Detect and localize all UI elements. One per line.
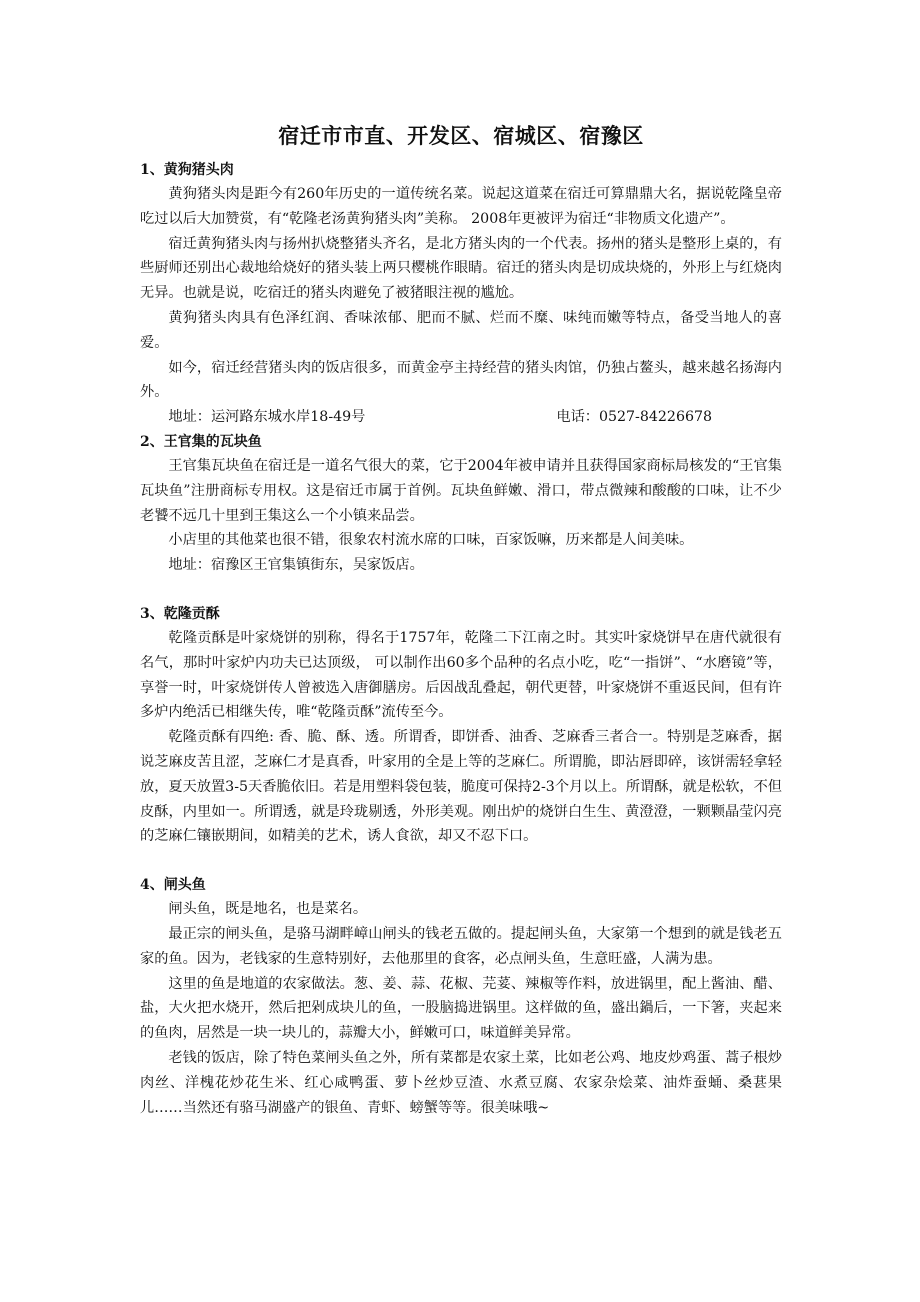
paragraph: 如今，宿迁经营猪头肉的饭店很多，而黄金亭主持经营的猪头肉馆，仍独占鳌头，越来越名扬海内外。 bbox=[140, 359, 782, 401]
paragraph: 地址：宿豫区王官集镇街东，吴家饭店。 bbox=[168, 557, 424, 574]
section-heading: 4、闸头鱼 bbox=[140, 877, 206, 894]
paragraph: 乾隆贡酥有四绝: 香、脆、酥、透。所谓香，即饼香、油香、芝麻香三者合一。特别是芝麻香，据说芝麻皮苦且涩，芝麻仁才是真香，叶家用的全是上等的芝麻仁。所谓脆，即沾唇即碎，该饼需轻拿轻放，夏天放置3-5天香脆依旧。若是用塑料袋包装，脆度可保持2-3个月以上。所谓酥，就是松软，不但皮酥，内里如一。所谓透，就是玲珑剔透，外形美观。刚出炉的烧饼白生生、黄澄澄，一颗颗晶莹闪亮的芝麻仁镶嵌期间，如精美的艺术，诱人食欲，却又不忍下口。 bbox=[140, 729, 782, 845]
paragraph: 闸头鱼，既是地名，也是菜名。 bbox=[168, 901, 368, 918]
paragraph: 宿迁黄狗猪头肉与扬州扒烧整猪头齐名，是北方猪头肉的一个代表。扬州的猪头是整形上桌的，有些厨师还别出心裁地给烧好的猪头装上两只樱桃作眼睛。宿迁的猪头肉是切成块烧的，外形上与红烧肉无异。也就是说，吃宿迁的猪头肉避免了被猪眼注视的尴尬。 bbox=[140, 235, 782, 302]
section-2 bbox=[140, 430, 782, 578]
address-phone-line bbox=[140, 405, 782, 430]
paragraph: 这里的鱼是地道的农家做法。葱、姜、蒜、花椒、芫荽、辣椒等作料，放进锅里，配上酱油、醋、盐，大火把水烧开，然后把剁成块儿的鱼，一股脑捣进锅里。这样做的鱼，盛出鍋后，一下箸，夹起来的鱼肉，居然是一块一块儿的，蒜瓣大小，鲜嫩可口，味道鲜美异常。 bbox=[140, 975, 782, 1042]
address-text: 地址：运河路东城水岸18-49号 bbox=[168, 409, 366, 426]
section-heading: 3、乾隆贡酥 bbox=[140, 605, 220, 622]
section-heading: 1、黄狗猪头肉 bbox=[140, 162, 234, 178]
paragraph: 黄狗猪头肉是距今有260年历史的一道传统名菜。说起这道菜在宿迁可算鼎鼎大名，据说乾隆皇帝吃过以后大加赞赏，有“乾隆老汤黄狗猪头肉”美称。 2008年更被评为宿迁“非物质文化遗产”。 bbox=[140, 186, 782, 227]
page-title: 宿迁市市直、开发区、宿城区、宿豫区 bbox=[278, 123, 644, 148]
paragraph: 乾隆贡酥是叶家烧饼的别称，得名于1757年，乾隆二下江南之时。其实叶家烧饼早在唐代就很有名气，那时叶家炉内功夫已达顶级， 可以制作出60多个品种的名点小吃，吃“一指饼”、“水磨镜”等，享誉一时，叶家烧饼传人曾被选入唐御膳房。后因战乱叠起，朝代更替，叶家烧饼不重返民间，但有许多炉内绝活已相继失传，唯“乾隆贡酥”流传至今。 bbox=[140, 629, 782, 721]
paragraph: 最正宗的闸头鱼，是骆马湖畔嶂山闸头的钱老五做的。提起闸头鱼，大家第一个想到的就是钱老五家的鱼。因为，老钱家的生意特别好，去他那里的食客，必点闸头鱼，生意旺盛，人满为患。 bbox=[140, 925, 782, 967]
document-page bbox=[140, 118, 782, 1120]
blank-line bbox=[140, 578, 782, 602]
blank-line bbox=[140, 849, 782, 873]
section-heading: 2、王官集的瓦块鱼 bbox=[140, 433, 262, 450]
phone-text: 电话：0527-84226678 bbox=[556, 409, 713, 426]
section-1 bbox=[140, 158, 782, 430]
paragraph: 王官集瓦块鱼在宿迁是一道名气很大的菜，它于2004年被申请并且获得国家商标局核发的“王官集瓦块鱼”注册商标专用权。这是宿迁市属于首例。瓦块鱼鲜嫩、滑口，带点微辣和酸酸的口味，让不少老饕不远几十里到王集这么一个小镇来品尝。 bbox=[140, 457, 782, 524]
section-4 bbox=[140, 873, 782, 1120]
paragraph: 黄狗猪头肉具有色泽红润、香味浓郁、肥而不腻、烂而不糜、味纯而嫩等特点，备受当地人的喜爱。 bbox=[140, 309, 782, 351]
paragraph: 小店里的其他菜也很不错，很象农村流水席的口味，百家饭嘛，历来都是人间美味。 bbox=[168, 532, 694, 549]
paragraph: 老钱的饭店，除了特色菜闸头鱼之外，所有菜都是农家土菜，比如老公鸡、地皮炒鸡蛋、蒿子根炒肉丝、洋槐花炒花生米、红心咸鸭蛋、萝卜丝炒豆渣、水煮豆腐、农家杂烩菜、油炸蚕蛹、桑葚果儿……当然还有骆马湖盛产的银鱼、青虾、螃蟹等等。很美味哦~ bbox=[140, 1049, 782, 1116]
section-3 bbox=[140, 602, 782, 849]
